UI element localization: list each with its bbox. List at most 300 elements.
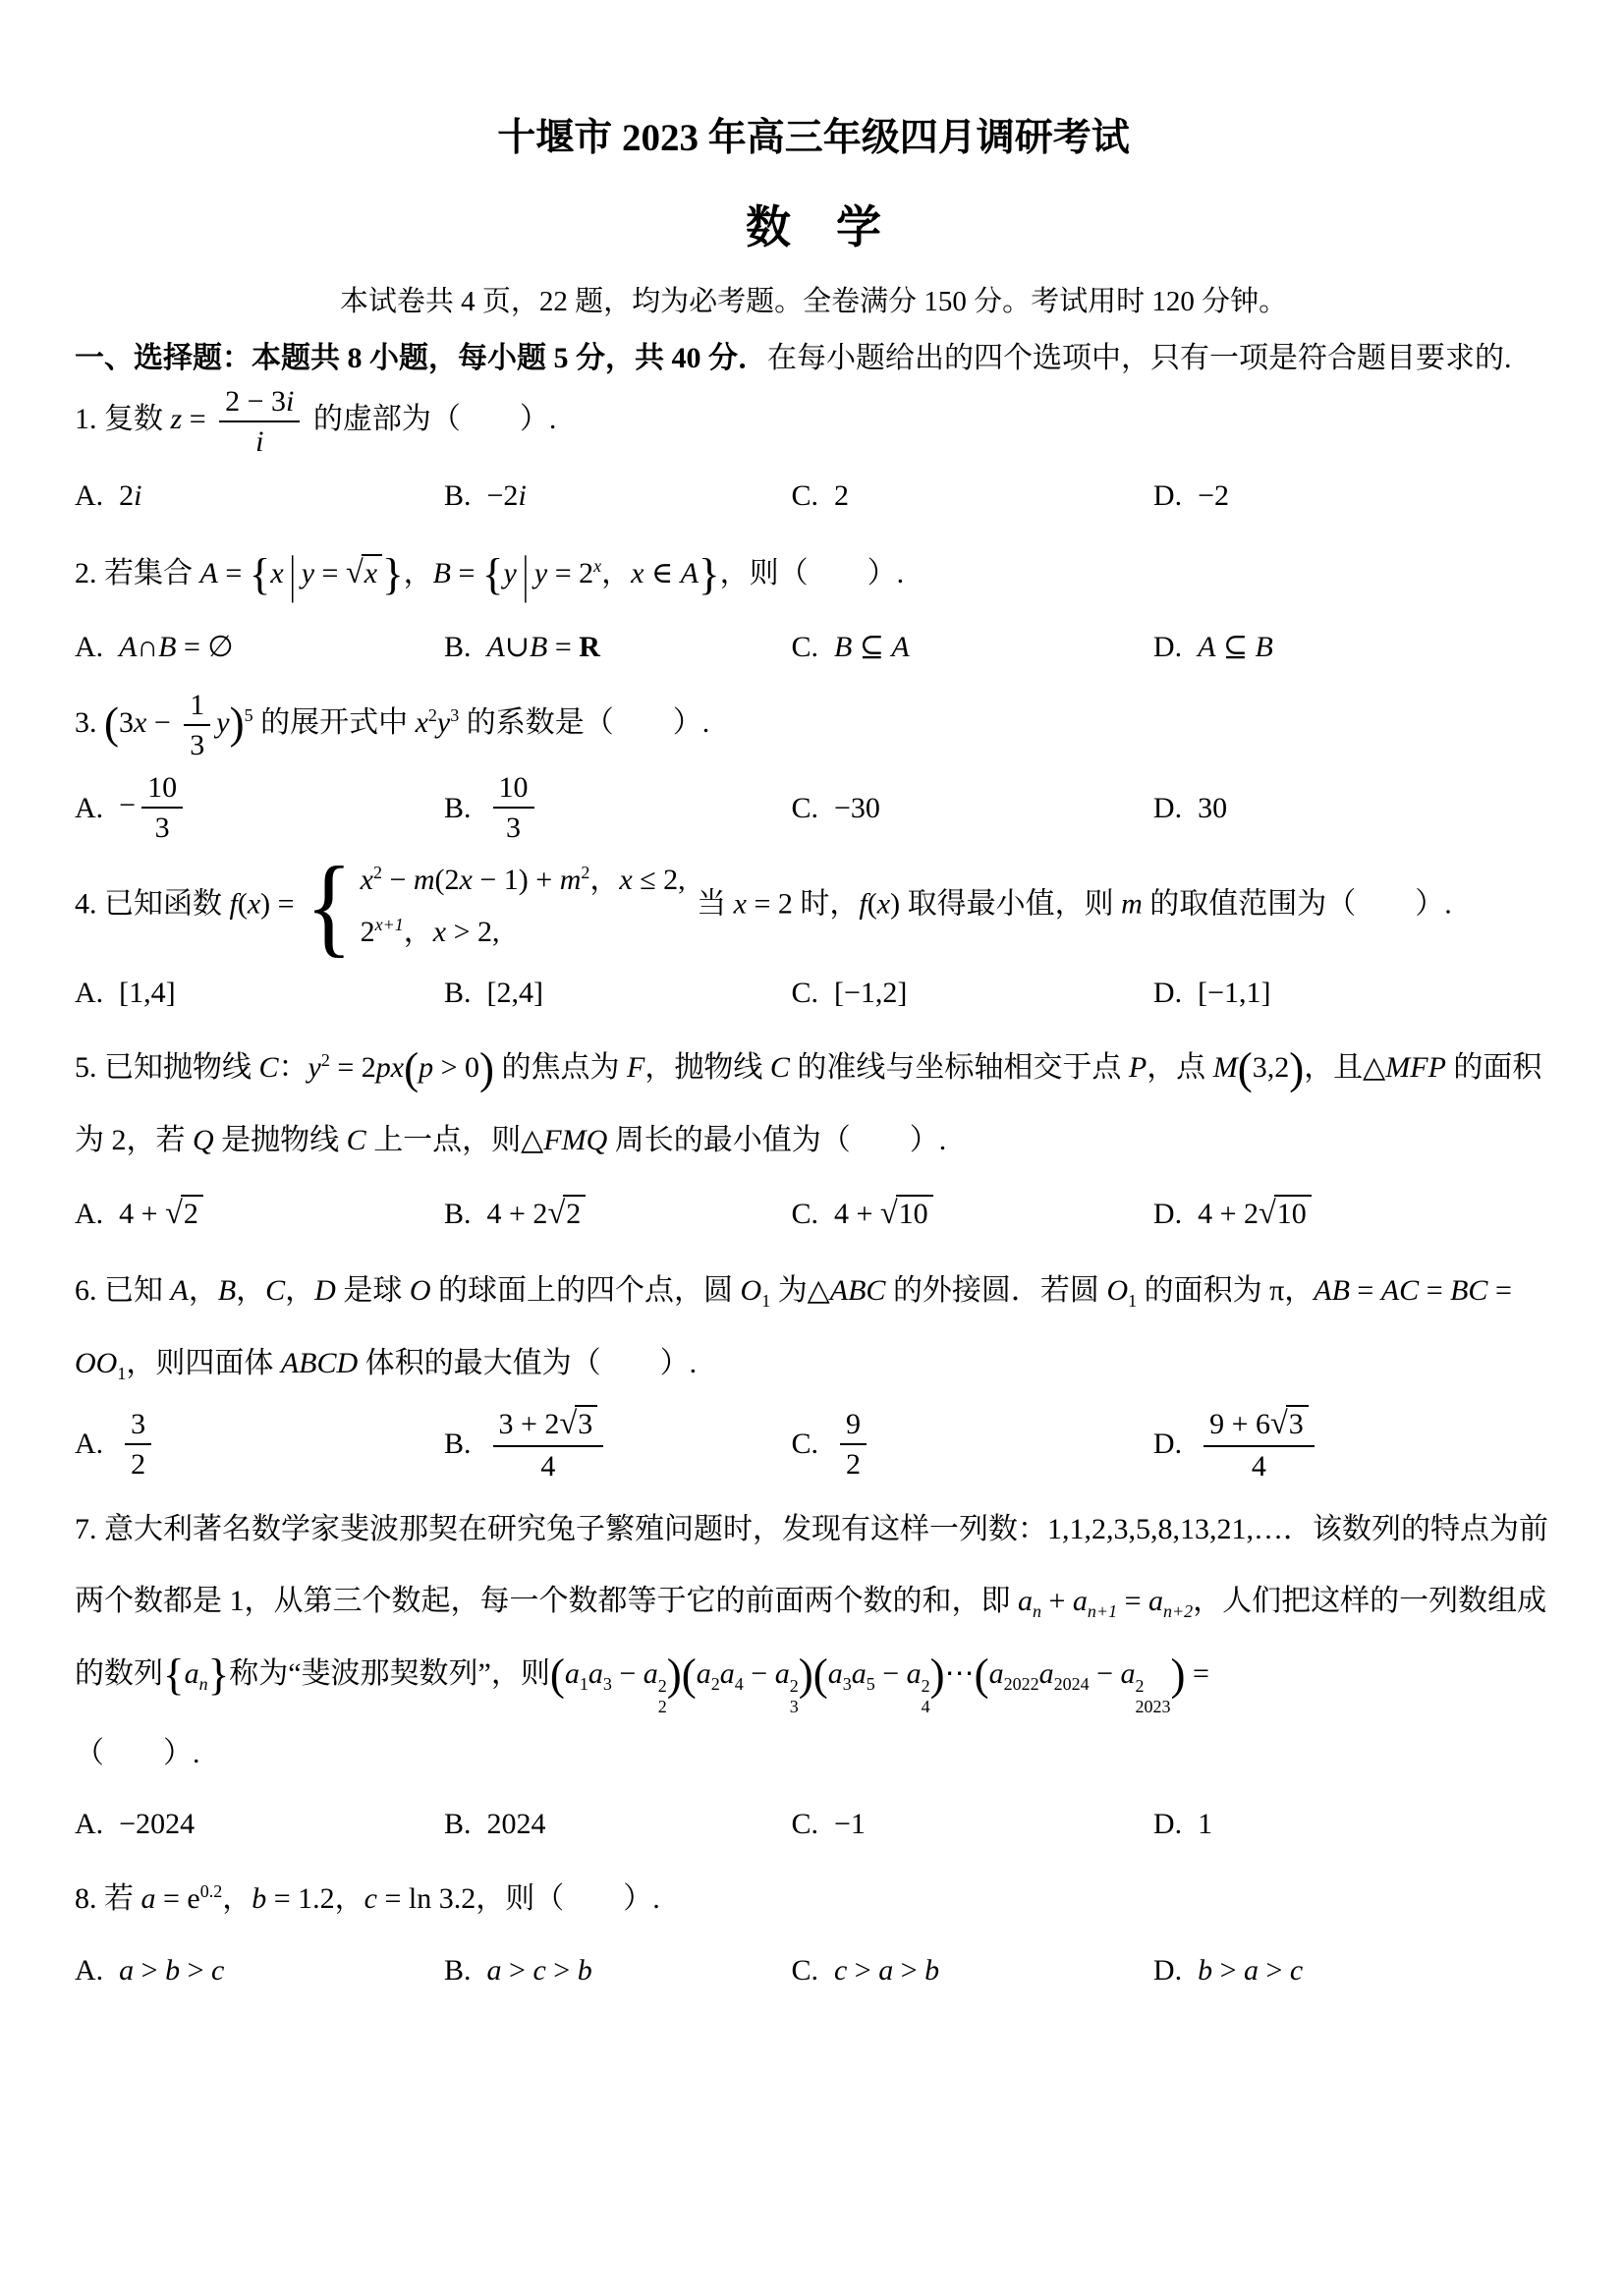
math-variable: y <box>533 556 548 589</box>
option-value <box>119 616 233 678</box>
math-token: ： <box>278 1051 308 1085</box>
math-token: 3 <box>506 812 522 845</box>
option-label: C. <box>791 631 818 664</box>
math-token: 的面积为 2，若 <box>75 1051 1542 1156</box>
math-variable: y <box>301 556 315 589</box>
math-variable: O <box>740 1274 762 1308</box>
math-variable: z <box>170 402 183 435</box>
question-2-option-B <box>444 616 791 678</box>
option-value <box>119 768 189 847</box>
math-token: （ ）. <box>75 1736 200 1769</box>
question-7-option-B <box>444 1793 791 1855</box>
math-token: ，则四面体 <box>126 1346 281 1379</box>
question-1-option-C <box>791 465 1152 527</box>
math-token: = <box>1349 1274 1381 1308</box>
subscript: 2 <box>657 1697 667 1717</box>
math-variable: a <box>878 1953 894 1987</box>
math-token: 2 <box>845 1447 861 1481</box>
option-value <box>1198 777 1227 839</box>
big-bracket: ( <box>974 1649 989 1699</box>
sup-sub-stack <box>658 1676 667 1716</box>
big-bracket: ) <box>798 1649 813 1699</box>
question-8-options <box>75 1939 1552 2001</box>
math-variable: D <box>314 1274 336 1308</box>
fraction <box>125 1405 151 1484</box>
subscript: 4 <box>734 1673 744 1694</box>
math-token: = <box>217 556 250 589</box>
math-token: − <box>1089 1656 1121 1690</box>
question-3-option-A <box>75 768 444 847</box>
math-token: ， <box>589 864 620 897</box>
math-variable: A <box>891 631 910 664</box>
exam-subject: 数 学 <box>746 201 881 252</box>
math-token: ， <box>236 1274 266 1308</box>
math-variable: b <box>577 1953 592 1987</box>
math-token: ( <box>237 887 248 921</box>
question-4-option-D <box>1153 962 1552 1024</box>
math-token: ⊆ <box>1215 631 1256 664</box>
big-bracket: { <box>163 1649 185 1699</box>
piecewise-row <box>361 855 686 907</box>
square-root <box>559 1403 597 1444</box>
math-variable: f <box>229 887 238 921</box>
math-variable: MFP <box>1385 1051 1446 1085</box>
math-variable: FMQ <box>543 1123 608 1156</box>
math-token: [−1,1] <box>1198 977 1271 1010</box>
option-value <box>119 962 175 1024</box>
math-variable: a <box>1120 1656 1136 1690</box>
superscript: 2 <box>427 705 437 726</box>
math-token: [1,4] <box>119 977 176 1010</box>
math-variable: a <box>1244 1953 1259 1987</box>
math-token: 上一点，则△ <box>365 1123 544 1156</box>
math-variable: B <box>833 631 853 664</box>
math-variable: AC <box>1380 1274 1420 1308</box>
math-token: = <box>314 556 346 589</box>
question-3-option-D <box>1153 777 1552 839</box>
option-label: D. <box>1152 1808 1183 1841</box>
question-6-option-C <box>791 1405 1152 1484</box>
math-token: 4 <box>1251 1449 1266 1483</box>
exam-info: 本试卷共 4 页，22 题，均为必考题。全卷满分 150 分。考试用时 120 分钟。 <box>339 286 1288 318</box>
option-value <box>1198 1793 1212 1855</box>
math-variable: B <box>217 1274 237 1308</box>
math-token: 4 + <box>119 1198 166 1231</box>
option-value <box>1198 616 1273 678</box>
math-variable: x <box>733 887 747 921</box>
option-label: D. <box>1152 1953 1183 1987</box>
math-variable: m <box>413 864 435 897</box>
math-token: = 2 时， <box>747 887 860 921</box>
question-5-option-C <box>791 1180 1152 1247</box>
subscript: n <box>198 1673 208 1694</box>
question-list <box>75 382 1552 2001</box>
math-token: 的虚部为（ ）. <box>306 402 557 435</box>
math-token: − <box>743 1656 775 1690</box>
math-token: 的外接圆．若圆 <box>885 1274 1107 1308</box>
option-value <box>487 1793 546 1855</box>
math-token: 4 + 2 <box>1198 1198 1259 1231</box>
question-2-option-A <box>75 616 444 678</box>
question-3-options <box>75 768 1552 847</box>
option-label: C. <box>791 977 818 1010</box>
big-bracket: } <box>382 549 404 599</box>
superscript: 5 <box>244 705 253 726</box>
fraction-denominator <box>141 807 183 847</box>
question-8-option-C <box>791 1939 1152 2001</box>
question-1-options <box>75 465 1552 527</box>
math-token: ，且△ <box>1304 1051 1386 1085</box>
math-token: ， <box>403 915 433 948</box>
math-token: ，则（ ）. <box>719 556 905 589</box>
math-token: 2024 <box>486 1808 546 1841</box>
math-token: 的焦点为 <box>494 1051 628 1085</box>
big-bracket: ) <box>929 1649 945 1699</box>
math-variable: a <box>774 1656 790 1690</box>
math-variable: f <box>859 887 867 921</box>
math-variable: c <box>532 1953 546 1987</box>
math-variable: A <box>170 1274 189 1308</box>
big-bracket: ) <box>229 699 245 749</box>
math-variable: x <box>270 556 284 589</box>
question-4-option-B <box>444 962 791 1024</box>
math-token: 7. 意大利著名数学家斐波那契在研究兔子繁殖问题时，发现有这样一列数：1,1,2,3,5,8,13,21,…．该数列的特点为前两个数都是 1，从第三个数起，每一个数都等于它的前面两个数的和，即 <box>75 1512 1548 1618</box>
option-value <box>119 1939 224 2001</box>
fraction <box>493 768 534 847</box>
exam-title: 十堰市 2023 年高三年级四月调研考试 <box>497 117 1130 159</box>
math-variable: A <box>1198 631 1216 664</box>
math-token: ∩ <box>137 631 159 664</box>
fraction-numerator <box>219 382 300 420</box>
option-label: C. <box>791 1197 818 1230</box>
option-label: B. <box>444 1197 472 1230</box>
fraction-denominator <box>1203 1445 1315 1485</box>
option-value <box>487 465 527 527</box>
math-token: = <box>1419 1274 1451 1308</box>
superscript: 2 <box>320 1050 330 1071</box>
math-variable: B <box>529 631 548 664</box>
math-token: 的取值范围为（ ）. <box>1142 887 1452 921</box>
option-label: A. <box>75 1808 104 1841</box>
math-variable: a <box>1038 1656 1054 1690</box>
math-variable: p <box>419 1051 434 1085</box>
math-variable: x <box>619 864 633 897</box>
math-token: 3 <box>154 812 170 845</box>
math-variable: y <box>436 706 451 740</box>
math-variable: C <box>346 1123 366 1156</box>
superscript: 2 <box>921 1676 930 1697</box>
question-7-option-A <box>75 1793 444 1855</box>
math-token: − <box>146 706 179 740</box>
option-label: C. <box>791 791 818 824</box>
math-variable: i <box>518 478 527 512</box>
question-5-options <box>75 1180 1552 1247</box>
question-6-option-B <box>444 1403 791 1484</box>
math-token: = <box>1117 1585 1148 1618</box>
question-2-options <box>75 616 1552 678</box>
math-variable: x <box>432 915 447 948</box>
big-bracket: { <box>481 549 504 599</box>
fraction-numerator <box>184 686 210 724</box>
math-token: 9 + 6 <box>1209 1408 1270 1441</box>
math-variable: a <box>1072 1585 1088 1618</box>
radical-sign: √ <box>1270 1406 1288 1442</box>
math-token: ， <box>285 1274 315 1308</box>
subscript: 1 <box>117 1363 127 1383</box>
superscript: 2 <box>372 863 382 883</box>
square-root <box>1259 1180 1312 1247</box>
math-token: = ln 3.2，则（ ）. <box>376 1882 660 1916</box>
math-variable: OO <box>75 1346 118 1379</box>
question-3-option-B <box>444 768 791 847</box>
option-value <box>834 1939 939 2001</box>
option-value <box>487 1403 610 1484</box>
math-token: 3 <box>119 706 134 740</box>
question-3-option-C <box>791 777 1152 839</box>
math-variable: M <box>1212 1051 1238 1085</box>
option-value <box>1198 1180 1312 1247</box>
option-value <box>834 1405 872 1484</box>
radicand <box>362 554 382 589</box>
math-variable: x <box>360 864 373 897</box>
math-token: > <box>1259 1953 1290 1987</box>
math-token: −30 <box>833 791 880 824</box>
math-token: = ∅ <box>176 631 234 664</box>
option-label: B. <box>444 977 472 1010</box>
option-label: A. <box>75 478 104 512</box>
question-8-stem <box>75 1863 1552 1935</box>
sup-sub-stack <box>790 1676 799 1716</box>
math-variable: x <box>631 556 644 589</box>
question-6 <box>75 1255 1552 1484</box>
option-label: C. <box>791 1953 818 1987</box>
math-variable: ABCD <box>280 1346 359 1379</box>
math-variable: x <box>876 887 891 921</box>
math-variable: a <box>1148 1585 1163 1618</box>
question-8-option-D <box>1153 1939 1552 2001</box>
math-token: 2 <box>360 915 375 948</box>
big-bracket: ) <box>479 1043 495 1093</box>
math-variable: b <box>165 1953 181 1987</box>
math-variable: px <box>375 1051 405 1085</box>
question-5-option-A <box>75 1180 444 1247</box>
math-variable: x <box>415 706 428 740</box>
math-token: = <box>1185 1656 1209 1690</box>
section-heading-rest: 在每小题给出的四个选项中，只有一项是符合题目要求的. <box>767 341 1512 374</box>
big-bracket: ( <box>681 1649 697 1699</box>
option-value <box>834 777 880 839</box>
square-root <box>1270 1403 1309 1444</box>
question-2 <box>75 534 1552 678</box>
superscript: 2 <box>1135 1676 1145 1697</box>
math-token: −2 <box>1198 478 1229 512</box>
math-token: ) = <box>260 887 303 921</box>
option-value <box>1198 962 1270 1024</box>
math-variable: a <box>851 1656 867 1690</box>
math-variable: a <box>486 1953 502 1987</box>
math-token: 2 <box>566 1198 582 1231</box>
math-variable: c <box>364 1882 377 1916</box>
option-value <box>1198 465 1229 527</box>
question-6-option-D <box>1153 1403 1552 1484</box>
question-1-option-A <box>75 465 444 527</box>
big-bracket: ) <box>1170 1649 1186 1699</box>
option-label: A. <box>75 1953 104 1987</box>
math-variable: A <box>199 556 218 589</box>
option-value <box>487 616 600 678</box>
piecewise-function <box>306 845 686 969</box>
math-token: > <box>545 1953 578 1987</box>
math-token: − <box>119 789 137 822</box>
fraction <box>1203 1403 1315 1484</box>
math-variable: a <box>719 1656 735 1690</box>
math-token: ，抛物线 <box>644 1051 770 1085</box>
radical-sign: √ <box>165 1196 183 1232</box>
math-token: = <box>451 556 482 589</box>
math-token: ) 取得最小值，则 <box>890 887 1122 921</box>
math-token: = <box>1487 1274 1512 1308</box>
question-5 <box>75 1032 1552 1247</box>
subscript: n <box>1033 1601 1041 1622</box>
radicand <box>181 1195 203 1230</box>
square-root <box>547 1180 586 1247</box>
section-heading <box>75 336 1552 380</box>
math-token: 10 <box>1276 1198 1307 1231</box>
math-variable: y <box>308 1051 321 1085</box>
math-variable: i <box>286 384 295 418</box>
math-token: = 2 <box>329 1051 376 1085</box>
math-variable: c <box>211 1953 225 1987</box>
subscript: 2 <box>710 1673 720 1694</box>
math-variable: A <box>680 556 699 589</box>
radicand <box>563 1195 586 1230</box>
subscript: 4 <box>921 1697 930 1717</box>
math-token: 的展开式中 <box>252 706 416 740</box>
question-6-options <box>75 1403 1552 1484</box>
option-label: D. <box>1152 1197 1183 1230</box>
subscript: n+1 <box>1087 1601 1118 1622</box>
fraction <box>141 768 183 847</box>
radicand <box>575 1405 597 1440</box>
math-token: − 1) + <box>472 864 560 897</box>
radicand <box>1274 1195 1312 1230</box>
math-token: 10 <box>898 1198 928 1231</box>
sup-sub-stack <box>1136 1676 1171 1716</box>
sup-sub-stack <box>922 1676 930 1716</box>
math-token: = <box>182 402 214 435</box>
option-label: C. <box>791 1428 818 1461</box>
math-token: > 0 <box>433 1051 480 1085</box>
math-token: 周长的最小值为（ ）. <box>607 1123 947 1156</box>
question-8 <box>75 1863 1552 2001</box>
math-token: −1 <box>833 1808 866 1841</box>
math-token: ， <box>222 1882 252 1916</box>
radical-sign: √ <box>1259 1196 1276 1232</box>
math-variable: A <box>119 631 138 664</box>
big-bracket: } <box>207 1649 230 1699</box>
big-bracket: ( <box>549 1649 565 1699</box>
math-token: ，人们把这样的一列数组成的数列 <box>75 1585 1547 1690</box>
radical-sign: √ <box>879 1196 898 1232</box>
math-token: > <box>134 1953 166 1987</box>
question-5-option-D <box>1153 1180 1552 1247</box>
superscript: 2 <box>789 1676 799 1697</box>
math-token: 5. 已知抛物线 <box>75 1051 259 1085</box>
option-label: B. <box>444 791 472 824</box>
math-token: − <box>381 864 414 897</box>
big-bracket: ) <box>666 1649 682 1699</box>
subscript: 1 <box>579 1673 588 1694</box>
math-token: 4 + <box>833 1198 880 1231</box>
option-label: B. <box>444 478 472 512</box>
fraction-numerator <box>493 1403 604 1444</box>
option-label: D. <box>1152 977 1183 1010</box>
math-token: 3 <box>131 1407 146 1440</box>
math-token: 称为“斐波那契数列”，则 <box>229 1656 550 1690</box>
question-7-options <box>75 1793 1552 1855</box>
option-label: C. <box>791 478 818 512</box>
radicand <box>1286 1405 1309 1440</box>
option-label: B. <box>444 1953 472 1987</box>
question-3 <box>75 686 1552 847</box>
subscript: 1 <box>1128 1291 1138 1312</box>
fraction-numerator <box>493 768 534 807</box>
option-value <box>119 1180 203 1247</box>
superscript: 0.2 <box>199 1881 223 1902</box>
option-value <box>487 962 543 1024</box>
fraction <box>184 686 210 764</box>
math-variable: b <box>924 1953 940 1987</box>
superscript: x+1 <box>374 914 404 934</box>
big-bracket: ( <box>1237 1043 1253 1093</box>
math-token: 1 <box>1198 1808 1213 1841</box>
math-token: [2,4] <box>486 977 543 1010</box>
math-token: 3 + 2 <box>498 1408 560 1441</box>
option-value <box>1198 1403 1320 1484</box>
math-variable: x <box>247 887 261 921</box>
subscript: 5 <box>866 1673 875 1694</box>
math-variable: y <box>503 556 517 589</box>
math-variable: b <box>1198 1953 1213 1987</box>
math-token: 2 <box>119 478 135 512</box>
math-token: 当 <box>689 887 734 921</box>
option-value <box>1198 1939 1303 2001</box>
math-variable: i <box>255 424 264 458</box>
math-token: 1 <box>190 689 205 722</box>
fraction-numerator <box>1203 1403 1315 1444</box>
math-variable: a <box>184 1656 199 1690</box>
math-token: 4 + 2 <box>486 1198 548 1231</box>
math-token: 6. 已知 <box>75 1274 171 1308</box>
radical-sign: √ <box>559 1406 578 1442</box>
question-2-option-C <box>791 616 1152 678</box>
subscript: 1 <box>761 1291 771 1312</box>
math-token: − <box>874 1656 907 1690</box>
math-token: 4. 已知函数 <box>75 887 230 921</box>
math-token: ∈ <box>644 556 681 589</box>
math-token: ⋯ <box>944 1656 975 1690</box>
question-4-option-A <box>75 962 444 1024</box>
option-value <box>487 768 540 847</box>
math-token: 4 <box>540 1449 556 1483</box>
math-variable: a <box>988 1656 1004 1690</box>
math-token: > <box>1212 1953 1244 1987</box>
question-1-stem <box>75 382 1552 461</box>
math-token: (2 <box>434 864 460 897</box>
piecewise-row <box>361 907 686 959</box>
math-variable: x <box>459 864 473 897</box>
math-token: + <box>1041 1585 1073 1618</box>
